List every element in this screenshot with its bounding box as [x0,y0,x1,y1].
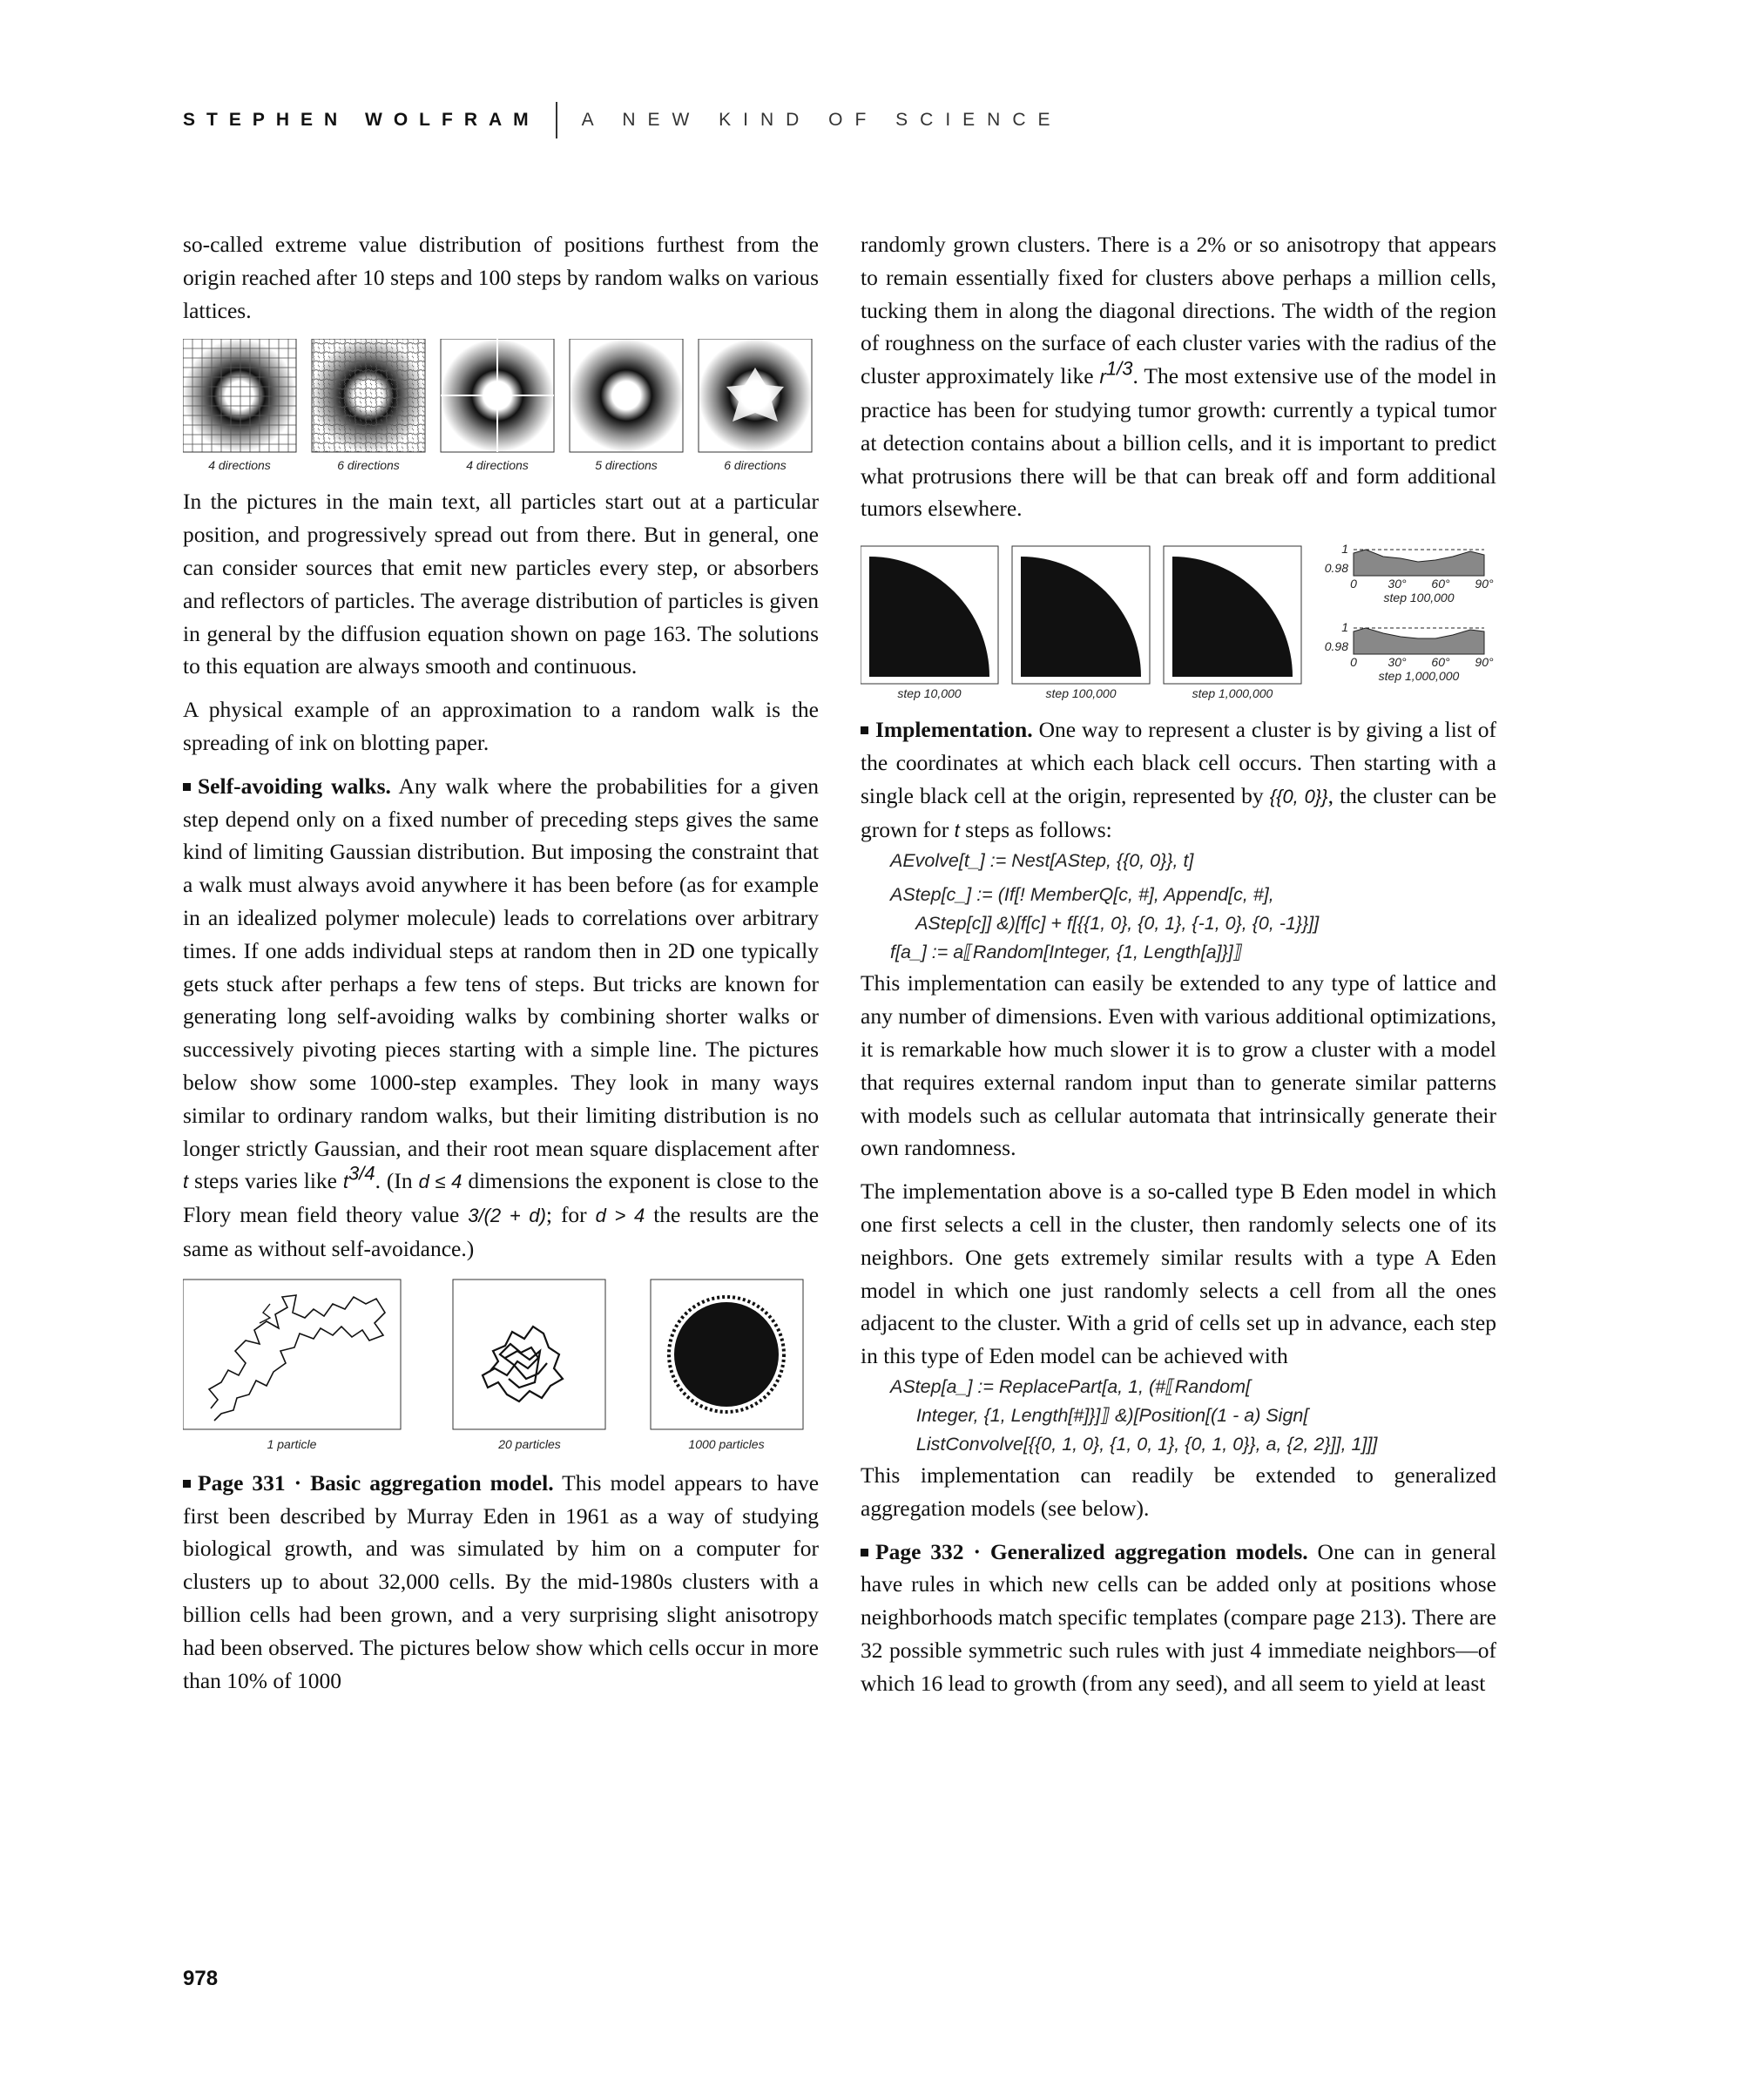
paragraph-generalized-extension: This implementation can readily be extended to generalized aggregation models (see below). [861,1462,1496,1521]
lattice-caption-2: 6 directions [337,458,400,473]
lattice-walk-figure [183,339,819,478]
cluster-panel-step-10000 [861,546,998,684]
paragraph-generalized-aggregation: Page 332 · Generalized aggregation models. One can in general have rules in which new cells can be added only at positions whose neighborhoods match specific templates (compare page 213). There are 32 possible symmetric such rules with just 4 immediate neighbors—of which 16 lead to growth (from any seed), and all seem to yield at least [861,1538,1496,1696]
bullet-square [183,1480,191,1488]
code-astep: AStep[c_] := (If[! MemberQ[c, #], Append[c, #], AStep[c]] &)[f[c] + f[{{1, 0}, {0, 1}, {-1, 0}, {0, -1}}]] [890,884,1320,935]
cluster-caption-1: step 10,000 [897,686,962,701]
profile2-y-bottom: 0.98 [1324,639,1348,654]
lattice-panel-square-grid [183,339,296,452]
section-heading-self-avoiding: Self-avoiding walks. [198,773,391,799]
header-divider [556,102,557,138]
bullet-square [861,726,868,734]
header-book-title: A NEW KIND OF SCIENCE [581,110,1063,130]
header-author: STEPHEN WOLFRAM [183,110,540,130]
paragraph-basic-aggregation: Page 331 · Basic aggregation model. This model appears to have first been described by Murray Eden in 1961 as a way of studying biological growth, and was simulated by him on a computer for clusters up to about 32,000 cells. By the mid-1980s clusters with a billion cells had been grown, and a very surprising slight anisotropy had been observed. The pictures below show which cells occur in more than 10% of 1000 [183,1469,820,1693]
svg-text:90°: 90° [1475,577,1494,591]
lattice-caption-5: 6 directions [724,458,787,473]
walk-panel-1000-particles [651,1280,803,1429]
svg-text:90°: 90° [1475,655,1494,670]
cluster-caption-3: step 1,000,000 [1192,686,1273,701]
bullet-square [861,1549,868,1556]
walk-caption-2: 20 particles [498,1436,561,1451]
svg-text:60°: 60° [1431,655,1450,670]
svg-text:30°: 30° [1388,577,1407,591]
cluster-caption-2: step 100,000 [1045,686,1117,701]
svg-text:0: 0 [1350,577,1357,591]
paragraph-extreme-value: so-called extreme value distribution of positions furthest from the origin reached after 10 steps and 100 steps by random walks on various lattices. [183,232,819,323]
cluster-growth-figure [861,537,1496,703]
walk-caption-3: 1000 particles [688,1436,765,1451]
lattice-caption-3: 4 directions [466,458,529,473]
paragraph-anisotropy: randomly grown clusters. There is a 2% or so anisotropy that appears to remain essentially fixed for clusters above perhaps a million cells, tucking them in along the diagonal directions. The width of the region of roughness on the surface of each cluster varies with the radius of the cluster approximately like $r^{1/3}$. The most extensive use of the model in practice has been for studying tumor growth: currently a typical tumor at detection contains about a billion cells, and it is important to predict what protrusions there will be that can break off and form additional tumors elsewhere. [861,232,1496,522]
svg-text:30°: 30° [1388,655,1407,670]
section-heading-implementation: Implementation. [875,717,1033,743]
profile1-y-bottom: 0.98 [1324,561,1348,576]
running-header [183,98,1063,142]
code-f: f[a_] := a⟦Random[Integer, {1, Length[a]}]⟧ [890,942,1243,963]
paragraph-blotting-paper: A physical example of an approximation to a random walk is the spreading of ink on blotting paper. [183,697,819,755]
lattice-caption-4: 5 directions [595,458,658,473]
paragraph-implementation: Implementation. One way to represent a cluster is by giving a list of the coordinates at which each black cell occurs. Then starting with a single black cell at the origin, represented by {{0, 0}}, the cluster can be grown for t steps as follows: [861,717,1497,842]
right-column [861,228,1496,1700]
profile2-y-top: 1 [1341,620,1348,635]
profile1-step-label: step 100,000 [1383,591,1455,605]
profile2-step-label: step 1,000,000 [1378,669,1460,684]
code-aevolve: AEvolve[t_] := Nest[AStep, {{0, 0}}, t] [890,850,1194,872]
svg-text:0: 0 [1350,655,1357,670]
paragraph-type-b-eden: The implementation above is a so-called type B Eden model in which one first selects a cell in the cluster, then randomly selects one of its neighbors. One gets extremely similar results with a type A Eden model in which one just randomly selects a cell from all the ones adjacent to the cluster. With a grid of cells set up in advance, each step in this type of Eden model can be achieved with [861,1178,1496,1369]
paragraph-self-avoiding-walks: Self-avoiding walks. Any walk where the probabilities for a given step depend only on a fixed number of preceding steps gives the same kind of limiting Gaussian distribution. But imposing the constraint that a walk must always avoid anywhere it has been before (as for example in an idealized polymer molecule) leads to correlations over arbitrary times. If one adds individual steps at random then in 2D one typically gets stuck after perhaps a few tens of steps. But tricks are known for generating long self-avoiding walks by combining shorter walks or successively pivoting pieces starting with a simple line. The pictures below show some 1000-step examples. They look in many ways similar to ordinary random walks, but their limiting distribution is no longer strictly Gaussian, and their root mean square displacement after t steps varies like $t^{3/4}$. (In d ≤ 4 dimensions the exponent is close to the Flory mean field theory value 3/(2 + d); for d > 4 the results are the same as without self-avoidance.) [183,773,820,1261]
lattice-panel-4dir [441,339,554,452]
section-heading-basic-aggregation: Page 331 · Basic aggregation model. [198,1469,554,1496]
profile1-y-top: 1 [1341,542,1348,557]
lattice-panel-6dir [699,339,812,452]
paragraph-extensions: This implementation can easily be extended to any type of lattice and any number of dimensions. Even with various additional optimizations, it is remarkable how much slower it is to grow a cluster with a model that requires external random input than to generate similar patterns with models such as cellular automata that intrinsically generate their own randomness. [861,970,1496,1161]
lattice-panel-hex-grid [312,339,425,452]
walk-panel-1-particle [183,1280,401,1429]
page-number: 978 [183,1967,219,1990]
lattice-panel-5dir [570,339,683,452]
cluster-panel-step-1000000 [1164,546,1301,684]
paragraph-sources-absorbers: In the pictures in the main text, all particles start out at a particular position, and progressively spread out from there. But in general, one can consider sources that emit new particles every step, or absorbers and reflectors of particles. The average distribution of particles is given in general by the diffusion equation shown on page 163. The solutions to this equation are always smooth and continuous. [183,489,819,679]
radius-profile-chart-1 [1325,542,1494,604]
svg-text:60°: 60° [1431,577,1450,591]
code-astep-grid: AStep[a_] := ReplacePart[a, 1, (#⟦Random[ Integer, {1, Length[#]}]⟧ &)[Position[(1 - a) Sign[ ListConvolve[{{0, 1, 0}, {1, 0, 1}, {0, 1, 0}}, a, {2, 2}]], 1]]] [890,1375,1378,1455]
section-heading-generalized-aggregation: Page 332 · Generalized aggregation models. [875,1538,1308,1564]
radius-profile-chart-2 [1325,620,1494,683]
walk-caption-1: 1 particle [267,1436,317,1451]
cluster-panel-step-100000 [1012,546,1150,684]
self-avoiding-walk-figure [183,1278,819,1456]
left-column [183,228,819,1697]
bullet-square [183,783,191,791]
walk-panel-20-particles [453,1280,605,1429]
lattice-caption-1: 4 directions [208,458,271,473]
